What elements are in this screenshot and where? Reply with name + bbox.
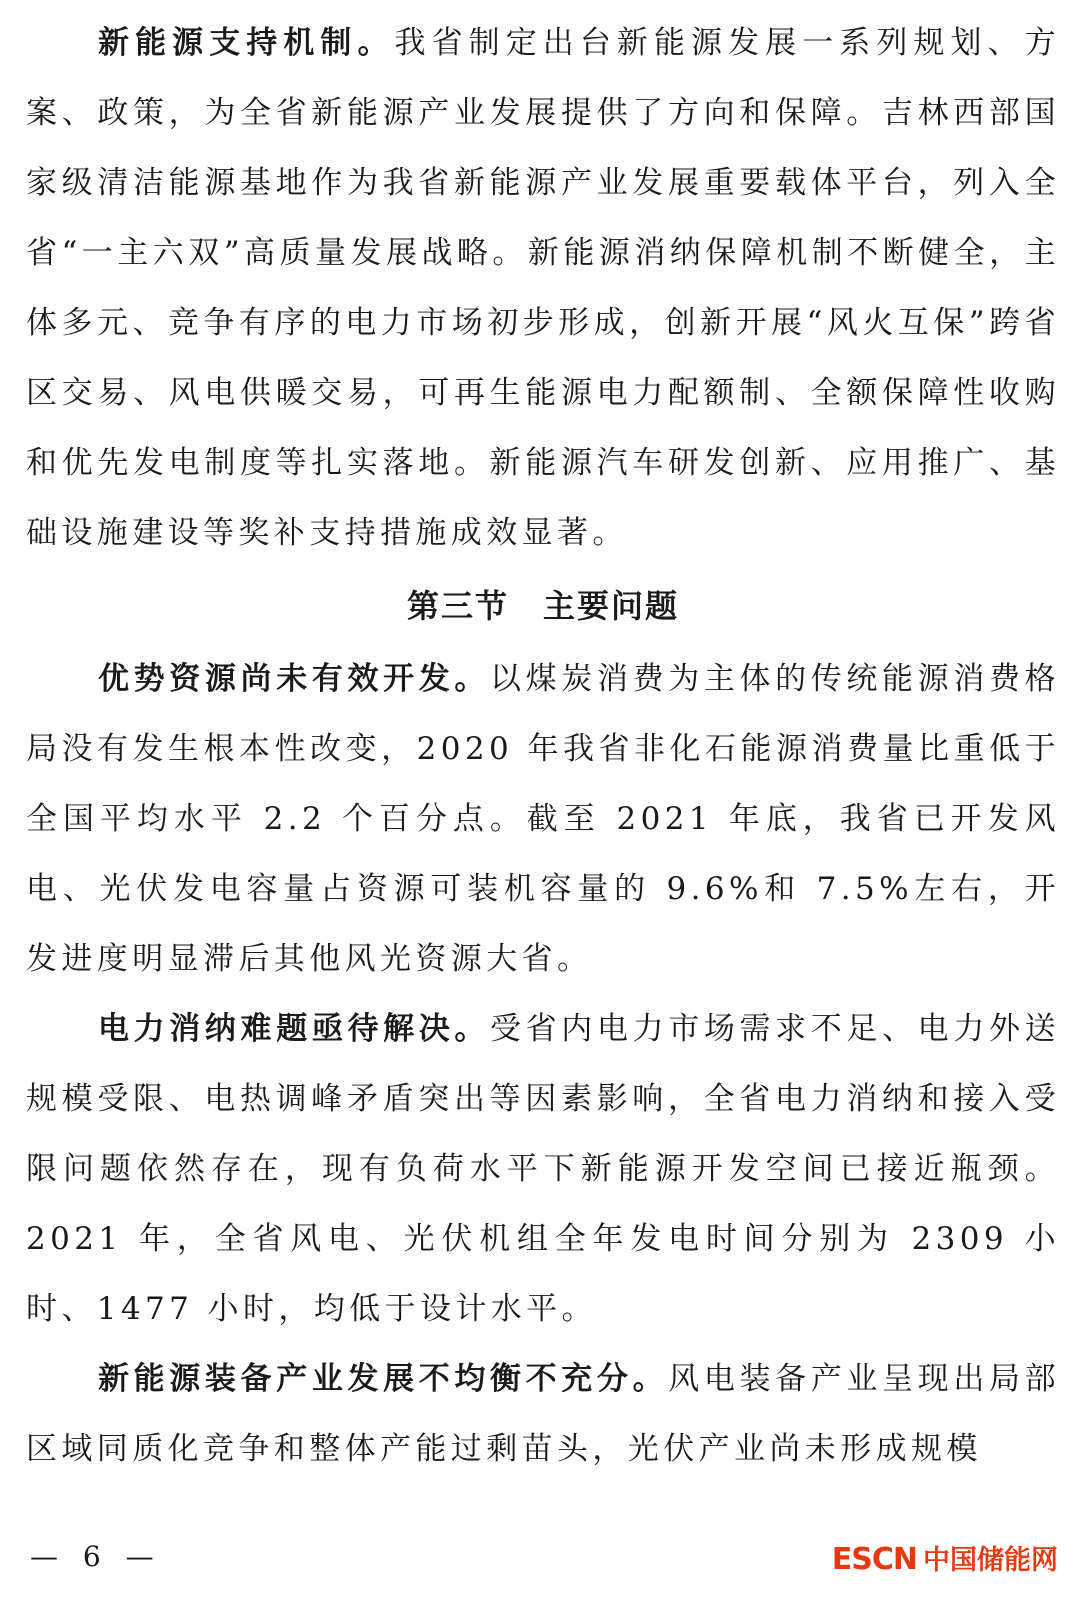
watermark-logo: [832, 1538, 1058, 1577]
paragraph-lead: 优势资源尚未有效开发。: [98, 661, 491, 697]
paragraph-resources: [26, 644, 1060, 994]
paragraph-lead: 新能源支持机制。: [98, 25, 395, 61]
paragraph-body: 以煤炭消费为主体的传统能源消费格局没有发生根本性改变，2020 年我省非化石能源消费量比重低于全国平均水平 2.2 个百分点。截至 2021 年底，我省已开发风电、光伏发电容量占资源可装机容量的 9.6%和 7.5%左右，开发进度明显滞后其他风光资源大省。: [26, 661, 1060, 977]
paragraph-support-mechanism: [26, 8, 1060, 568]
watermark-name: 中国储能网: [923, 1545, 1058, 1576]
page-number: — 6 —: [30, 1540, 162, 1573]
paragraph-equipment-industry: [26, 1344, 1060, 1484]
section-heading: 第三节 主要问题: [406, 587, 679, 625]
paragraph-body: 我省制定出台新能源发展一系列规划、方案、政策，为全省新能源产业发展提供了方向和保障。吉林西部国家级清洁能源基地作为我省新能源产业发展重要载体平台，列入全省“一主六双”高质量发展战略。新能源消纳保障机制不断健全，主体多元、竞争有序的电力市场初步形成，创新开展“风火互保”跨省区交易、风电供暖交易，可再生能源电力配额制、全额保障性收购和优先发电制度等扎实落地。新能源汽车研发创新、应用推广、基础设施建设等奖补支持措施成效显著。: [26, 25, 1060, 551]
watermark-brand: ESCN: [831, 1542, 917, 1577]
paragraph-body: 受省内电力市场需求不足、电力外送规模受限、电热调峰矛盾突出等因素影响，全省电力消纳和接入受限问题依然存在，现有负荷水平下新能源开发空间已接近瓶颈。2021 年，全省风电、光伏机组全年发电时间分别为 2309 小时、1477 小时，均低于设计水平。: [26, 1011, 1060, 1327]
paragraph-power-consumption: [26, 994, 1060, 1344]
paragraph-body: 风电装备产业呈现出局部区域同质化竞争和整体产能过剩苗头，光伏产业尚未形成规模: [26, 1361, 1060, 1467]
paragraph-lead: 新能源装备产业发展不均衡不充分。: [98, 1361, 669, 1397]
document-page: [26, 8, 1060, 1484]
paragraph-lead: 电力消纳难题亟待解决。: [98, 1011, 491, 1047]
